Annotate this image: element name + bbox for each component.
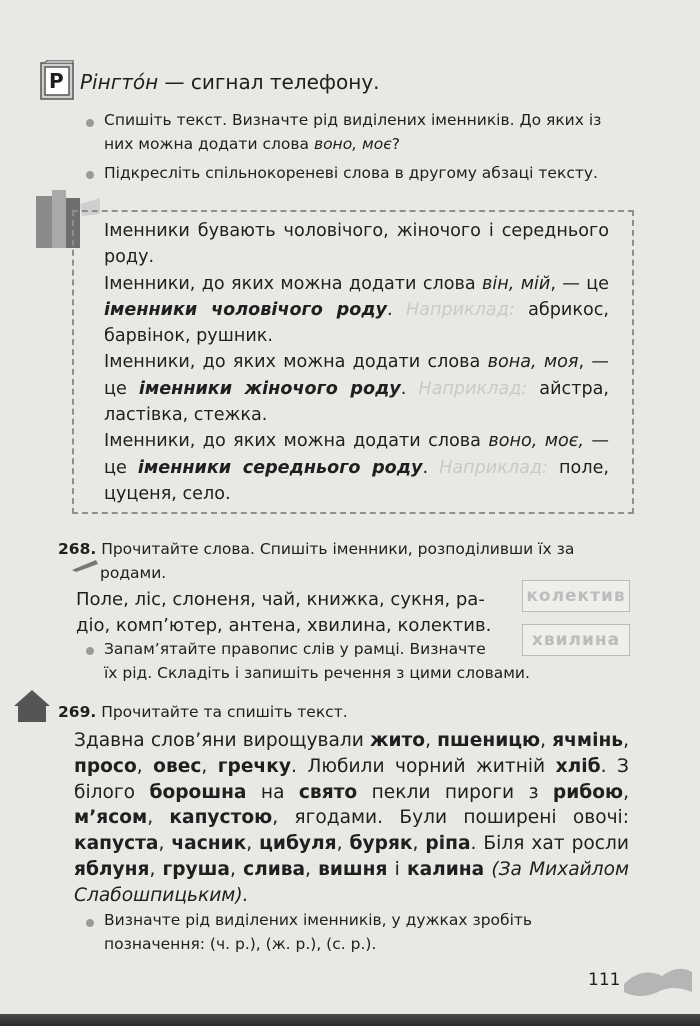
- noun-bold: слива: [243, 858, 306, 880]
- exercise-268-bullet: [104, 637, 564, 685]
- rule-p4-text: Іменники, до яких можна додати слова: [104, 431, 489, 452]
- exercise-269-bullet-line-1: Визначте рід виділених іменників, у дужках зробіть: [104, 911, 533, 929]
- text-269-sep: ,: [336, 833, 350, 855]
- rule-paragraph-2: [104, 271, 609, 350]
- rule-p2-italic: він, мій: [482, 273, 551, 294]
- noun-bold: ріпа: [425, 833, 471, 855]
- exercise-269-bullet: [104, 908, 634, 956]
- rule-p4-dot: .: [422, 457, 440, 478]
- text-269-source: (За Михайлом Слабошпицьким).: [74, 858, 629, 906]
- noun-bold: рибою: [552, 781, 624, 803]
- noun-bold: овес: [153, 755, 202, 777]
- dictionary-definition: — сигнал телефону.: [158, 70, 380, 94]
- intro-bullet-1: [104, 108, 634, 156]
- dictionary-line: [80, 70, 380, 94]
- exercise-268-instr-text: Прочитайте слова. Спишіть іменники, розподіливши їх за: [101, 540, 575, 558]
- rule-p4-examples: поле, цуценя, село.: [104, 457, 609, 504]
- rule-p3-examples: айстра, ластівка, стежка.: [104, 378, 609, 426]
- exercise-268-line-2: родами.: [100, 564, 167, 582]
- noun-bold: капустою: [169, 807, 273, 829]
- text-269-part: , ягодами. Були поширені овочі:: [272, 807, 629, 829]
- rule-p4-example-label: Наприклад:: [439, 457, 548, 478]
- text-269-sep: ,: [623, 781, 629, 803]
- page-number: 111: [588, 970, 621, 990]
- rule-p2-text: Іменники, до яких можна додати слова: [104, 273, 483, 294]
- rule-p2-text-2: , — це: [550, 273, 609, 294]
- noun-bold: свято: [298, 781, 358, 803]
- text-269-sep: ,: [246, 833, 260, 855]
- noun-bold: просо: [74, 755, 137, 777]
- exercise-269-number: 269.: [58, 703, 97, 721]
- noun-bold: буряк: [349, 833, 413, 855]
- exercise-269-instruction: [58, 700, 638, 724]
- rule-p3-dot: .: [400, 378, 419, 399]
- rule-paragraph-4: [104, 428, 609, 507]
- noun-bold: борошна: [149, 781, 247, 803]
- exercise-269-text: [74, 728, 629, 909]
- rule-p3-text: Іменники, до яких можна додати слова: [104, 352, 488, 373]
- frame-word-khvylyna: хвилина: [522, 624, 630, 656]
- dictionary-word: Рінгто́н: [80, 70, 159, 94]
- dictionary-badge-letter: Р: [49, 69, 64, 93]
- rule-p2-examples: абрикос, барвінок, рушник.: [104, 299, 610, 347]
- exercise-269-bullet-line-2: позначення: (ч. р.), (ж. р.), (с. р.).: [104, 935, 377, 953]
- rule-p4-italic: воно, моє,: [488, 431, 585, 452]
- intro-bullet-1-line-1: Спишіть текст. Визначте рід виділених іменників. До яких із: [104, 111, 602, 129]
- text-269-part: . Любили чорний житній: [290, 755, 556, 777]
- text-269-sep: ,: [623, 730, 629, 751]
- rule-p4-text-2: — це: [104, 431, 610, 478]
- text-269-part: і: [387, 858, 407, 880]
- noun-bold: гречку: [217, 755, 291, 777]
- exercise-268-number: 268.: [58, 540, 97, 558]
- rule-paragraph-1: Іменники бувають чоловічого, жіночого і середнього роду.: [104, 221, 609, 268]
- rule-p2-bold: іменники чоловічого роду: [104, 299, 388, 320]
- rule-p4-bold: іменники середнього роду: [137, 457, 423, 478]
- noun-bold: ячмінь: [552, 730, 624, 751]
- noun-bold: часник: [171, 833, 247, 855]
- house-icon: [12, 688, 52, 724]
- exercise-268-instruction: [58, 537, 638, 585]
- text-269-sep: ,: [540, 730, 553, 751]
- exercise-268-words-line-1: Поле, ліс, слоненя, чай, книжка, сукня, ра-: [76, 589, 485, 610]
- bullet-icon: [86, 171, 94, 179]
- text-269-sep: ,: [147, 807, 170, 829]
- page-corner-decoration-icon: [622, 962, 694, 1002]
- text-269-part: на: [246, 781, 299, 803]
- bullet-icon: [86, 119, 94, 127]
- page-bottom-bar: [0, 1014, 700, 1026]
- noun-bold: яблуня: [74, 858, 150, 880]
- intro-bullet-1-italic: воно, моє: [313, 135, 392, 153]
- dictionary-badge: [40, 60, 74, 100]
- rule-p3-text-2: , — це: [104, 352, 609, 399]
- rule-p3-bold: іменники жіночого роду: [138, 378, 401, 399]
- bullet-icon: [86, 919, 94, 927]
- text-269-sep: ,: [305, 858, 319, 880]
- noun-bold: м’ясом: [74, 807, 148, 829]
- text-269-sep: ,: [412, 833, 426, 855]
- text-269-part: Здавна слов’яни вирощували: [74, 730, 370, 751]
- text-269-sep: ,: [136, 755, 154, 777]
- text-269-sep: ,: [229, 858, 244, 880]
- exercise-268-bullet-line-2: їх рід. Складіть і запишіть речення з цими словами.: [104, 664, 530, 682]
- text-269-sep: ,: [158, 833, 172, 855]
- bullet-icon: [86, 647, 94, 655]
- noun-bold: хліб: [555, 755, 601, 777]
- noun-bold: цибуля: [259, 833, 337, 855]
- noun-bold: жито: [370, 730, 426, 751]
- rule-paragraph-3: [104, 349, 609, 428]
- intro-bullet-1-line-2: [104, 132, 634, 156]
- intro-bullet-2: Підкресліть спільнокореневі слова в другому абзаці тексту.: [104, 164, 598, 182]
- text-269-sep: ,: [201, 755, 218, 777]
- text-269-part: . Біля хат росли: [470, 833, 629, 855]
- rule-p2-example-label: Наприклад:: [405, 299, 515, 320]
- rule-p3-example-label: Наприклад:: [418, 378, 528, 399]
- text-269-part: . З білого: [74, 755, 629, 803]
- rule-p2-dot: .: [387, 299, 406, 320]
- text-269-part: пекли пироги з: [357, 781, 553, 803]
- rule-text: [104, 218, 609, 507]
- text-269-sep: ,: [149, 858, 163, 880]
- rule-p3-italic: вона, моя: [487, 352, 579, 373]
- exercise-268-words: [76, 587, 512, 639]
- noun-bold: пшеницю: [437, 730, 541, 751]
- noun-bold: капуста: [74, 833, 159, 855]
- noun-bold: калина: [406, 858, 485, 880]
- noun-bold: груша: [162, 858, 230, 880]
- intro-bullet-1-text: них можна додати слова: [104, 135, 314, 153]
- frame-word-kolektyv: колектив: [522, 580, 630, 612]
- exercise-268-bullet-line-1: Запам’ятайте правопис слів у рамці. Визначте: [104, 640, 486, 658]
- exercise-268-line-1: [58, 537, 638, 561]
- intro-bullet-1-end: ?: [391, 135, 400, 153]
- noun-bold: вишня: [318, 858, 388, 880]
- exercise-269-instr-text: Прочитайте та спишіть текст.: [101, 703, 348, 721]
- exercise-268-words-line-2: діо, комп’ютер, антена, хвилина, колектив.: [76, 615, 492, 636]
- text-269-sep: ,: [425, 730, 438, 751]
